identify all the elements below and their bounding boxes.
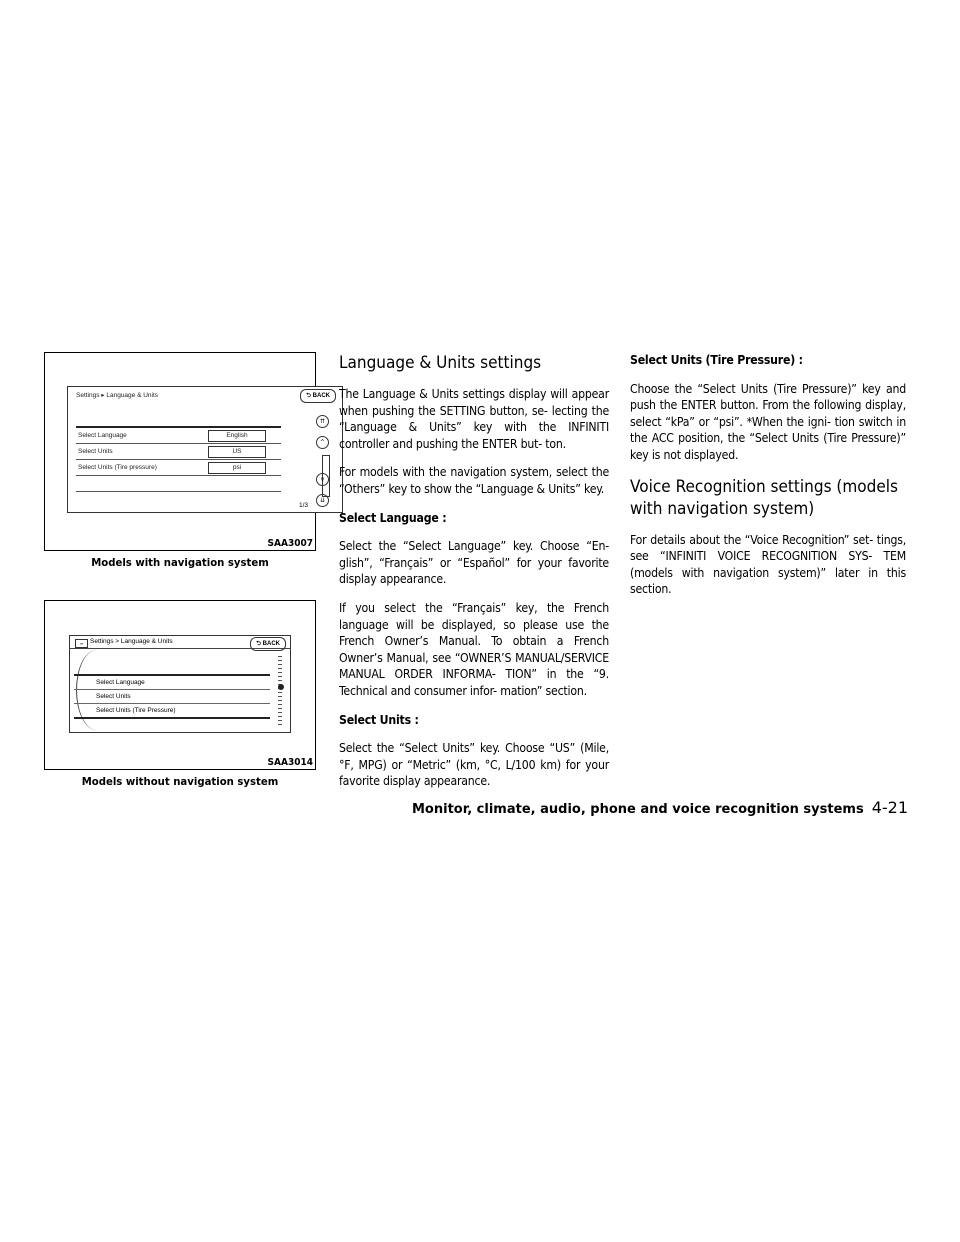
list-item: Select Units US [76,443,281,459]
page-number: 4-21 [871,798,908,817]
scroll-position-dot [278,684,284,690]
subheading: Select Units : [339,712,419,727]
text-column-right [630,352,906,610]
page-indicator: 1/3 [298,502,308,509]
back-button: ⮌ BACK [250,637,286,651]
paragraph: For models with the navigation system, select the “Others” key to show the “Language & Units” key. [339,465,609,496]
text-column-middle [339,352,609,802]
figure-code: SAA3007 [267,538,313,549]
settings-list [74,674,270,719]
back-button: ⮌ BACK [300,389,336,403]
paragraph: Select the “Select Language” key. Choose “En- glish”, “Français” or “Español” for your favorite display appearance. [339,539,609,587]
page-up-icon: ⇈ [316,415,329,428]
value-box: English [208,430,266,442]
figure-caption: Models with navigation system [91,556,269,569]
menu-icon: ≡ [75,639,88,648]
subheading: Select Language : [339,510,447,525]
value-box: US [208,446,266,458]
paragraph: Select the “Select Units” key. Choose “US” (Mile, °F, MPG) or “Metric” (km, °C, L/100 km) for your favorite display appearance. [339,741,609,789]
scroll-up-icon: ^ [316,436,329,449]
footer-section-title: Monitor, climate, audio, phone and voice recognition systems [411,802,864,817]
list-item [76,491,281,507]
list-item: Select Units [74,689,270,703]
settings-list [76,426,281,507]
figure-nav-screen [44,352,330,551]
list-item: Select Units (Tire pressure) psi [76,459,281,475]
figure-non-nav-screen [44,600,316,770]
paragraph: If you select the “Français” key, the French language will be displayed, so please use the French Owner’s Manual. To obtain a French Owner’s Manual, see “OWNER’S MANUAL/SERVICE MANUAL ORDER INFORMA- TION” in the “9. Technical and consumer infor- mation” section. [339,600,609,698]
list-item: Select Language English [76,426,281,443]
scroll-controls-bottom [316,473,332,515]
paragraph: For details about the “Voice Recognition” set- tings, see “INFINITI VOICE RECOGNITION SYS- TEM (models with navigation system)” later in this section. [630,532,906,597]
scroll-controls [316,415,332,457]
list-item: Select Units (Tire Pressure) [74,703,270,719]
screen-title: Settings ▸ Language & Units [76,392,159,399]
screen-title: Settings > Language & Units [90,638,173,645]
figures-column [44,352,330,793]
subheading: Select Units (Tire Pressure) : [630,353,803,367]
list-item: Select Language [74,674,270,689]
paragraph: The Language & Units settings display will appear when pushing the SETTING button, se- lecting the “Language & Units” key with the INFINITI controller and pushing the ENTER but- ton. [339,387,609,451]
screen-header [70,636,290,649]
scroll-track [278,656,282,726]
settings-screen-non-nav [69,635,291,733]
paragraph: Choose the “Select Units (Tire Pressure)” key and push the ENTER button. From the following display, select “kPa” or “psi”. *When the igni- tion switch in the ACC position, the “Select Units (Tire Pressure)” key is not displayed. [630,381,906,462]
figure-caption: Models without navigation system [81,775,279,788]
section-heading: Voice Recognition settings (models with navigation system) [630,476,899,519]
section-heading: Language & Units settings [339,353,542,373]
scroll-down-icon: v [316,473,329,486]
settings-screen-nav [67,386,343,513]
page-footer [412,798,908,817]
list-item [76,475,281,491]
page-down-icon: ⇊ [316,494,329,507]
figure-code: SAA3014 [267,757,313,768]
value-box: psi [208,462,266,474]
